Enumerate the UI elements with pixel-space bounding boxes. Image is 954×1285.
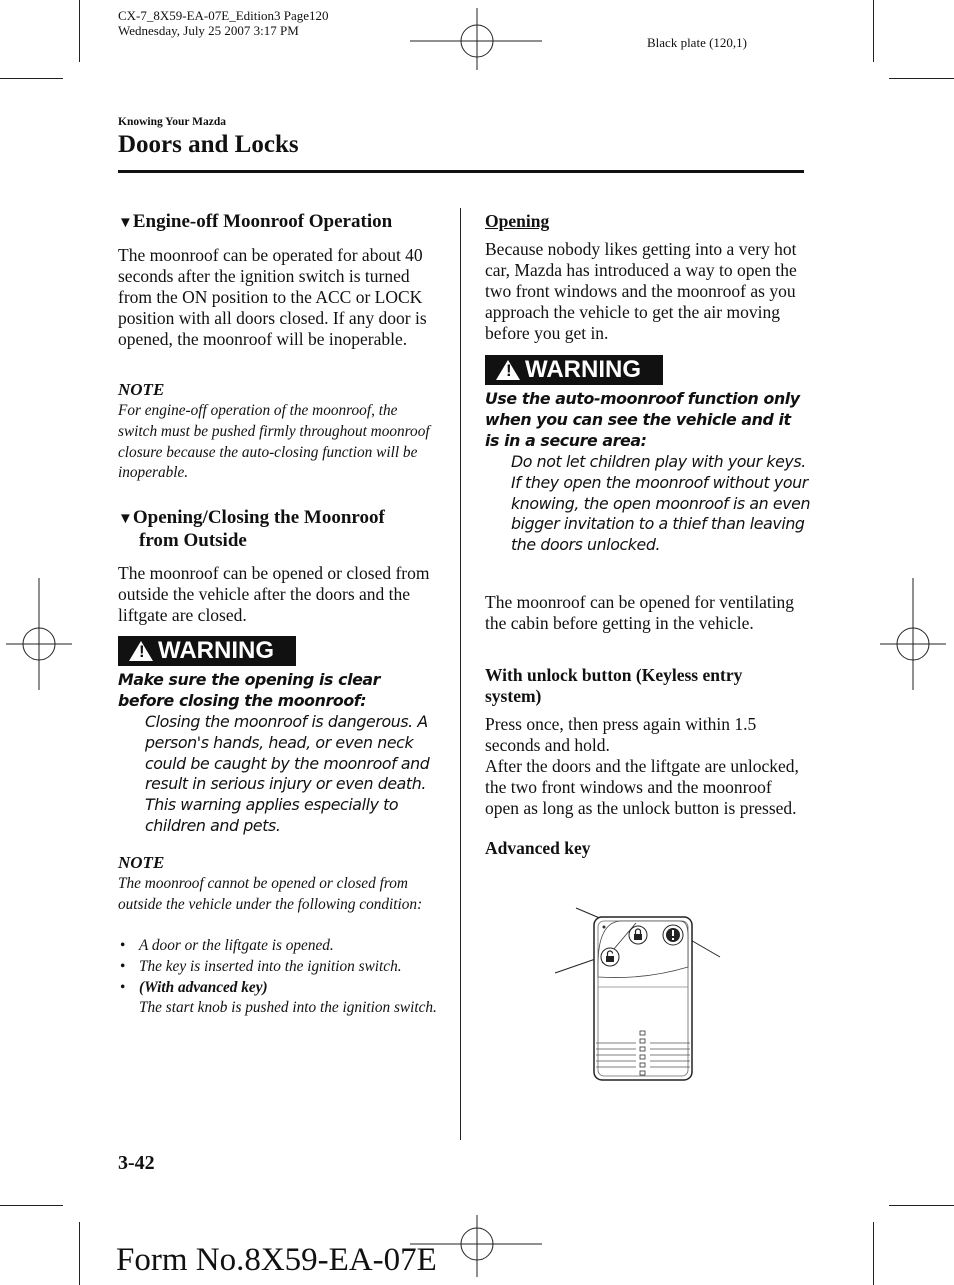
heading-engine-off xyxy=(118,211,448,234)
note-text-1: For engine-off operation of the moonroof, the switch must be pushed firmly throughout moonroof closure because the auto-closing function will be inoperable. xyxy=(118,402,430,482)
note-bullet-text: The start knob is pushed into the ignition switch. xyxy=(139,999,437,1017)
page-title: Doors and Locks xyxy=(118,131,299,158)
warning-label-left: WARNING xyxy=(158,637,274,664)
heading-opening-closing-line2: from Outside xyxy=(139,530,247,551)
warning-detail-left: Closing the moonroof is dangerous. A person's hands, head, or even neck could be caught by the moonroof and result in serious injury or even death. This warning applies especially to children and pets. xyxy=(145,712,430,835)
note-intro-2: The moonroof cannot be opened or closed from outside the vehicle under the following condition: xyxy=(118,875,423,913)
note-bullet-list xyxy=(118,936,438,1019)
opening-closing-body: The moonroof can be opened or closed from outside the vehicle after the doors and the liftgate are closed. xyxy=(118,563,430,625)
unlock-body-2: After the doors and the liftgate are unlocked, the two front windows and the moonroof open as long as the unlock button is pressed. xyxy=(485,756,799,818)
title-rule xyxy=(118,170,804,173)
print-header-line2: Wednesday, July 25 2007 3:17 PM xyxy=(118,23,299,38)
note-title-1: NOTE xyxy=(118,380,165,399)
warning-badge-right xyxy=(485,355,663,385)
note-bullet-item xyxy=(118,936,438,957)
form-number: Form No.8X59-EA-07E xyxy=(116,1242,437,1278)
section-label: Knowing Your Mazda xyxy=(118,116,226,128)
warning-label-right: WARNING xyxy=(525,356,641,383)
ventilate-body: The moonroof can be opened for ventilating the cabin before getting in the vehicle. xyxy=(485,592,795,633)
unlock-body-1: Press once, then press again within 1.5 seconds and hold. xyxy=(485,714,757,755)
registration-mark-top xyxy=(410,8,542,70)
opening-body: Because nobody likes getting into a very hot car, Mazda has introduced a way to open the two front windows and the moonroof as you approach the vehicle to get the air moving before you get in. xyxy=(485,239,797,343)
warning-detail-right: Do not let children play with your keys. If they open the moonroof without your knowing, the open moonroof is an even bigger invitation to a thief than leaving the doors unlocked. xyxy=(511,452,811,555)
warning-exclaim-icon: ! xyxy=(506,361,512,380)
bullet-icon: • xyxy=(120,937,126,954)
plate-label: Black plate (120,1) xyxy=(647,35,747,50)
heading-opening-closing-line1: Opening/Closing the Moonroof xyxy=(132,507,385,528)
warning-lead-right: Use the auto-moonroof function only when you can see the vehicle and it is in a secure area: xyxy=(485,389,800,450)
bullet-icon: • xyxy=(120,978,126,996)
heading-unlock-button: With unlock button (Keyless entry system) xyxy=(485,665,743,706)
print-header xyxy=(118,8,329,38)
engine-off-body: The moonroof can be operated for about 40 seconds after the ignition switch is turned from the ON position to the ACC or LOCK position with all doors closed. If any door is opened, the moonroof will be inoperable. xyxy=(118,245,427,349)
note-bullet-item xyxy=(118,957,438,978)
page-number: 3-42 xyxy=(118,1152,155,1174)
heading-engine-off-text: Engine-off Moonroof Operation xyxy=(132,211,393,232)
bullet-icon: • xyxy=(120,957,126,975)
registration-mark-left xyxy=(6,578,72,690)
note-bullet-text: A door or the liftgate is opened. xyxy=(139,937,334,954)
note-title-2: NOTE xyxy=(118,853,165,872)
advanced-key-illustration xyxy=(550,905,725,1087)
warning-exclaim-icon: ! xyxy=(139,642,145,661)
note-bullet-text: The key is inserted into the ignition switch. xyxy=(139,957,402,975)
warning-badge-left xyxy=(118,636,296,666)
print-header-line1: CX-7_8X59-EA-07E_Edition3 Page120 xyxy=(118,8,329,23)
note-bullet-title: (With advanced key) xyxy=(139,978,268,996)
section-marker-icon: ▼ xyxy=(118,511,133,527)
advanced-key-label: Advanced key xyxy=(485,838,591,858)
registration-mark-right xyxy=(880,578,946,690)
section-marker-icon: ▼ xyxy=(118,215,133,231)
heading-opening-closing xyxy=(118,507,448,552)
note-bullet-item xyxy=(118,978,438,1020)
warning-lead-left: Make sure the opening is clear before closing the moonroof: xyxy=(118,670,381,710)
column-divider xyxy=(460,208,461,1140)
heading-opening: Opening xyxy=(485,211,550,231)
